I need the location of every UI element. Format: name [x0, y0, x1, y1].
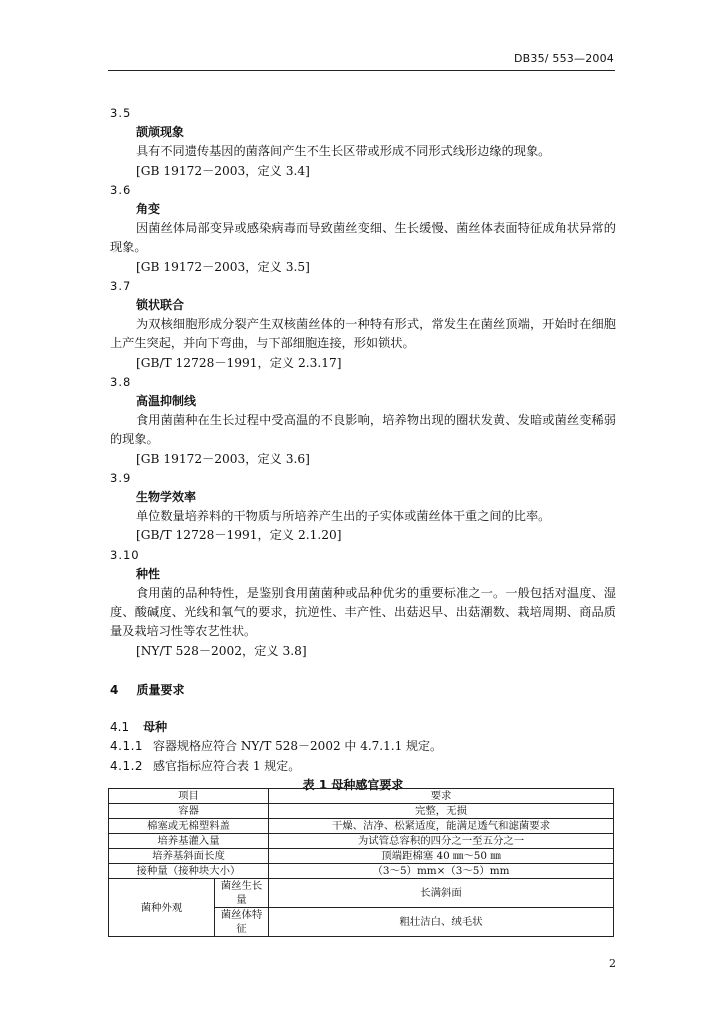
table-header-row — [109, 789, 614, 804]
entry-number: 3.5 — [110, 106, 132, 120]
entry-definition: 食用菌菌种在生长过程中受高温的不良影响，培养物出现的圈状发黄、发暗或菌丝变稀弱的现象。 — [110, 413, 616, 447]
table-row — [109, 819, 614, 834]
entry-term: 角变 — [136, 202, 161, 217]
sensory-requirements-table — [108, 788, 614, 937]
sub-item: 菌丝体特征 — [215, 908, 269, 937]
entry-source: [GB/T 12728－1991，定义 2.1.20] — [136, 528, 342, 543]
table-row — [109, 879, 614, 908]
section-4-title: 质量要求 — [136, 682, 185, 697]
header-rule — [108, 70, 615, 71]
clause-4-1-1 — [110, 737, 616, 756]
entry-source: [NY/T 528－2002，定义 3.8] — [136, 643, 307, 658]
entry-source: [GB/T 12728－1991，定义 2.3.17] — [136, 355, 342, 370]
header-item: 项目 — [109, 789, 269, 804]
entry-definition: 因菌丝体局部变异或感染病毒而导致菌丝变细、生长缓慢、菌丝体表面特征成角状异常的现象。 — [110, 221, 616, 255]
entry-number: 3.10 — [110, 547, 140, 562]
definition-entry — [110, 373, 616, 469]
entry-term: 高温抑制线 — [136, 394, 197, 409]
entry-definition: 单位数量培养料的干物质与所培养产生出的子实体或菌丝体干重之间的比率。 — [136, 509, 551, 524]
section-4-number: 4 — [110, 682, 119, 697]
page-number: 2 — [609, 957, 616, 970]
row-requirement: 完整，无损 — [269, 804, 614, 819]
clause-text: 感官指标应符合表 1 规定。 — [153, 758, 301, 773]
group-item: 菌种外观 — [109, 879, 215, 937]
entry-source: [GB 19172－2003，定义 3.6] — [136, 451, 310, 466]
clause-number: 4.1.1 — [110, 739, 144, 754]
sub-item: 菌丝生长量 — [215, 879, 269, 908]
entry-number: 3.6 — [110, 182, 132, 197]
entry-definition: 具有不同遗传基因的菌落间产生不生长区带或形成不同形式线形边缘的现象。 — [136, 144, 551, 159]
section-4-1-title: 母种 — [143, 720, 168, 735]
row-item: 接种量（接种块大小） — [109, 864, 269, 879]
table-caption: 表 1 母种感官要求 — [302, 777, 404, 792]
row-item: 棉塞或无棉塑料盖 — [109, 819, 269, 834]
table-row — [109, 864, 614, 879]
definition-entry — [110, 469, 616, 546]
section-4-heading — [110, 681, 616, 700]
entry-term: 颉颃现象 — [136, 125, 185, 140]
definition-entry — [110, 181, 616, 277]
entry-definition: 食用菌的品种特性，是鉴别食用菌菌种或品种优劣的重要标准之一。一般包括对温度、湿度、酸碱度、光线和氧气的要求，抗逆性、丰产性、出菇迟早、出菇潮数、栽培周期、商品质量及栽培习性等农艺性状。 — [110, 586, 616, 639]
clause-number: 4.1.2 — [110, 758, 144, 773]
entry-source: [GB 19172－2003，定义 3.4] — [136, 163, 310, 178]
table-row — [109, 804, 614, 819]
section-4-1-heading — [110, 718, 616, 737]
row-item: 培养基灌入量 — [109, 834, 269, 849]
standard-number: DB35/ 553—2004 — [513, 52, 614, 65]
header-requirement: 要求 — [269, 789, 614, 804]
row-item: 容器 — [109, 804, 269, 819]
clause-4-1-2 — [110, 757, 616, 776]
clause-text: 容器规格应符合 NY/T 528－2002 中 4.7.1.1 规定。 — [153, 739, 443, 754]
row-requirement: （3～5）mm×（3～5）mm — [269, 864, 614, 879]
entry-term: 生物学效率 — [136, 490, 197, 505]
entry-number: 3.9 — [110, 470, 132, 485]
table-row — [109, 834, 614, 849]
definition-entry — [110, 546, 616, 661]
row-requirement: 粗壮洁白、绒毛状 — [269, 908, 614, 937]
definition-entry — [110, 277, 616, 373]
definition-entry — [110, 104, 616, 181]
row-requirement: 干燥、洁净、松紧适度，能满足透气和滤菌要求 — [269, 819, 614, 834]
page-content — [110, 104, 616, 795]
entry-definition: 为双核细胞形成分裂产生双核菌丝体的一种特有形式，常发生在菌丝顶端，开始时在细胞上产生突起，并向下弯曲，与下部细胞连接，形如锁状。 — [110, 317, 616, 351]
entry-number: 3.8 — [110, 374, 132, 389]
entry-number: 3.7 — [110, 278, 132, 293]
row-requirement: 长满斜面 — [269, 879, 614, 908]
entry-term: 锁状联合 — [136, 298, 185, 313]
row-requirement: 为试管总容积的四分之一至五分之一 — [269, 834, 614, 849]
entry-source: [GB 19172－2003，定义 3.5] — [136, 259, 310, 274]
entry-term: 种性 — [136, 566, 161, 581]
row-requirement: 顶端距棉塞 40 ㎜～50 ㎜ — [269, 849, 614, 864]
table-row — [109, 849, 614, 864]
section-4-1-number: 4.1 — [110, 720, 130, 735]
table-body — [109, 789, 614, 937]
definition-entries — [110, 104, 616, 661]
row-item: 培养基斜面长度 — [109, 849, 269, 864]
